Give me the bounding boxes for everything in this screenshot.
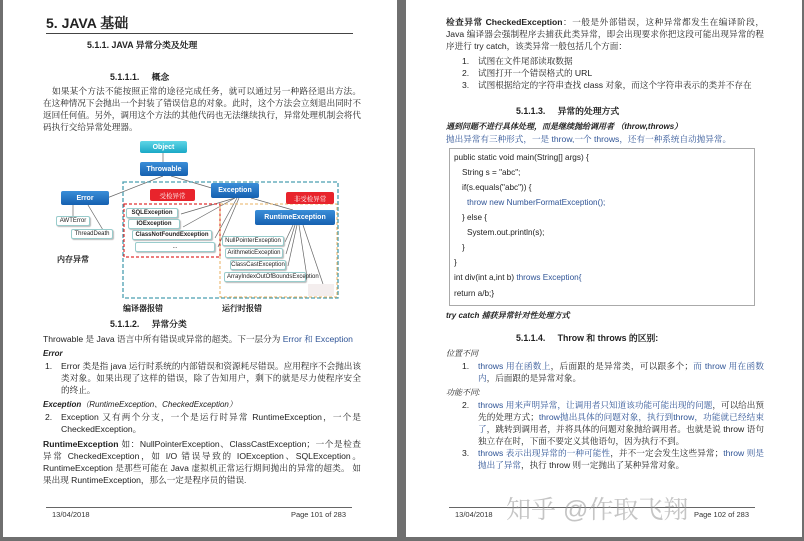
- list-item: 2. Exception 又有两个分支，一个是运行时异常 RuntimeException，一个是 CheckedException。: [45, 412, 361, 434]
- code-line: int div(int a,int b) throws Exception{: [454, 273, 582, 282]
- position-heading: 位置不同: [446, 349, 478, 358]
- footer-page-number: Page 102 of 283: [693, 510, 749, 519]
- awterror-node: AWTError: [56, 216, 90, 226]
- exception-node: Exception: [211, 183, 259, 198]
- nullpointer-node: NullPointerException: [222, 236, 284, 246]
- sqlexception-node: SQLException: [126, 208, 178, 218]
- code-line: public static void main(String[] args) {: [454, 153, 589, 162]
- list-item: 1. Error 类是指 java 运行时系统的内部错误和资源耗尽错误。应用程序不会抛出该类对象。如果出现了这样的错误，除了告知用户，剩下的就是尽力使程序安全的终止。: [45, 361, 361, 395]
- list-item: 1. throws 用在函数上，后面跟的是异常类，可以跟多个；而 throw 用在函数内，后面跟的是异常对象。: [462, 361, 764, 383]
- checked-exception-tag: 受检异常: [150, 189, 195, 201]
- runtime-error-label: 运行时报错: [222, 304, 262, 313]
- code-line: throw new NumberFormatException();: [467, 198, 606, 207]
- subsection-heading: 5.1.1.4. Throw 和 throws 的区别:: [516, 333, 659, 343]
- chapter-title: 5. JAVA 基础: [46, 15, 129, 31]
- more-node: ...: [135, 242, 215, 252]
- error-exception-link: Error 和 Exception: [282, 334, 353, 344]
- diagram-lines: [3, 9, 397, 329]
- ioexception-node: IOException: [128, 219, 180, 229]
- arithmetic-node: ArithmeticException: [225, 248, 283, 258]
- classcast-node: ClassCastException: [231, 262, 285, 268]
- footer-date: 13/04/2018: [52, 510, 90, 519]
- code-line: if(s.equals("abc")) {: [462, 183, 532, 192]
- code-line: System.out.println(s);: [467, 228, 545, 237]
- throw-forms-line: 抛出异常有三种形式，一是 throw,一个 throws，还有一种系统自动抛异常。: [446, 134, 732, 144]
- exception-hierarchy-diagram: [3, 137, 397, 315]
- footer-date: 13/04/2018: [455, 510, 493, 519]
- throwable-paragraph: Throwable 是 Java 语言中所有错误或异常的超类。下一层分为 Error 和 Exception: [43, 334, 353, 344]
- memory-exception-label: 内存异常: [57, 255, 89, 264]
- object-node: Object: [140, 141, 187, 153]
- code-caption: try catch 捕获异常针对性处理方式: [446, 311, 570, 320]
- subsection-heading: 5.1.1.1. 概念: [110, 72, 170, 82]
- runtimeexception-node: RuntimeException: [255, 210, 335, 225]
- image-patch: [308, 284, 334, 296]
- section-heading: 5.1.1. JAVA 异常分类及处理: [87, 40, 198, 50]
- italic-note: 遇到问题不进行具体处理，而是继续抛给调用者 （throw,throws）: [446, 122, 683, 131]
- threaddeath-node: ThreadDeath: [71, 229, 113, 239]
- code-line: return a/b;}: [454, 289, 495, 298]
- list-item: 1. 试图在文件尾部读取数据: [462, 56, 573, 66]
- code-line: }: [462, 243, 465, 252]
- subsection-heading: 5.1.1.3. 异常的处理方式: [516, 106, 620, 116]
- runtime-paragraph: RuntimeException 如：NullPointerException、ClassCastException；一个是检查异常 CheckedException，如 I/O 错误导致的 IOException、SQLException。 RuntimeException 是那些可能在 Java 虚拟机正常运行期间抛出的异常的超类。 如果出现 RuntimeException，那么一定是程序员的错误.: [43, 439, 361, 485]
- list-item: 3. throws 表示出现异常的一种可能性，并不一定会发生这些异常；throw 则是抛出了异常，执行 throw 则一定抛出了某种异常对象。: [462, 448, 764, 470]
- watermark: 知乎 @作取飞翔: [506, 496, 689, 524]
- error-node: Error: [61, 191, 109, 205]
- concept-paragraph: 如果某个方法不能按照正常的途径完成任务，就可以通过另一种路径退出方法。在这种情况下会抛出一个封装了错误信息的对象。此时，这个方法会立刻退出同时不返回任何值。另外，调用这个方法的其他代码也无法继续执行，异常处理机制会将代码执行交给异常处理器。: [43, 86, 361, 132]
- arrayindex-node: ArrayIndexOutOfBoundsException: [224, 272, 306, 282]
- list-item: 3. 试图根据给定的字符串查找 class 对象，而这个字符串表示的类并不存在: [462, 80, 752, 90]
- right-page: [406, 0, 802, 537]
- exception-heading: Exception（RuntimeException、CheckedException）: [43, 400, 237, 409]
- code-line: }: [454, 258, 457, 267]
- compile-error-label: 编译器报错: [123, 304, 163, 313]
- code-line: } else {: [462, 213, 488, 222]
- error-heading: Error: [43, 349, 63, 358]
- code-block: [449, 148, 755, 306]
- left-page: [3, 0, 397, 537]
- list-item: 2. 试图打开一个错误格式的 URL: [462, 68, 593, 78]
- list-item: 2. throws 用来声明异常，让调用者只知道该功能可能出现的问题，可以给出预先的处理方式；throw抛出具体的问题对象，执行到throw，功能就已经结束了，跳转到调用者，并将具体的问题对象抛给调用者。也就是说 throw 语句独立存在时，下面不要定义其他语句，因为执行不到。: [462, 400, 764, 446]
- throwable-node: Throwable: [140, 162, 188, 176]
- function-heading: 功能不同:: [446, 388, 481, 397]
- checked-exception-paragraph: 检查异常 CheckedException：一般是外部错误，这种异常都发生在编译阶段，Java 编译器会强制程序去捕获此类异常，即会出现要求你把这段可能出现异常的程序进行 try catch，该类异常一般包括几个方面：: [446, 17, 764, 51]
- unchecked-exception-tag: 非受检异常: [286, 192, 334, 204]
- subsection-heading: 5.1.1.2. 异常分类: [110, 319, 187, 329]
- classnotfound-node: ClassNotFoundException: [132, 230, 212, 240]
- code-line: String s = "abc";: [462, 168, 521, 177]
- footer-page-number: Page 101 of 283: [290, 510, 346, 519]
- footer: [46, 507, 352, 519]
